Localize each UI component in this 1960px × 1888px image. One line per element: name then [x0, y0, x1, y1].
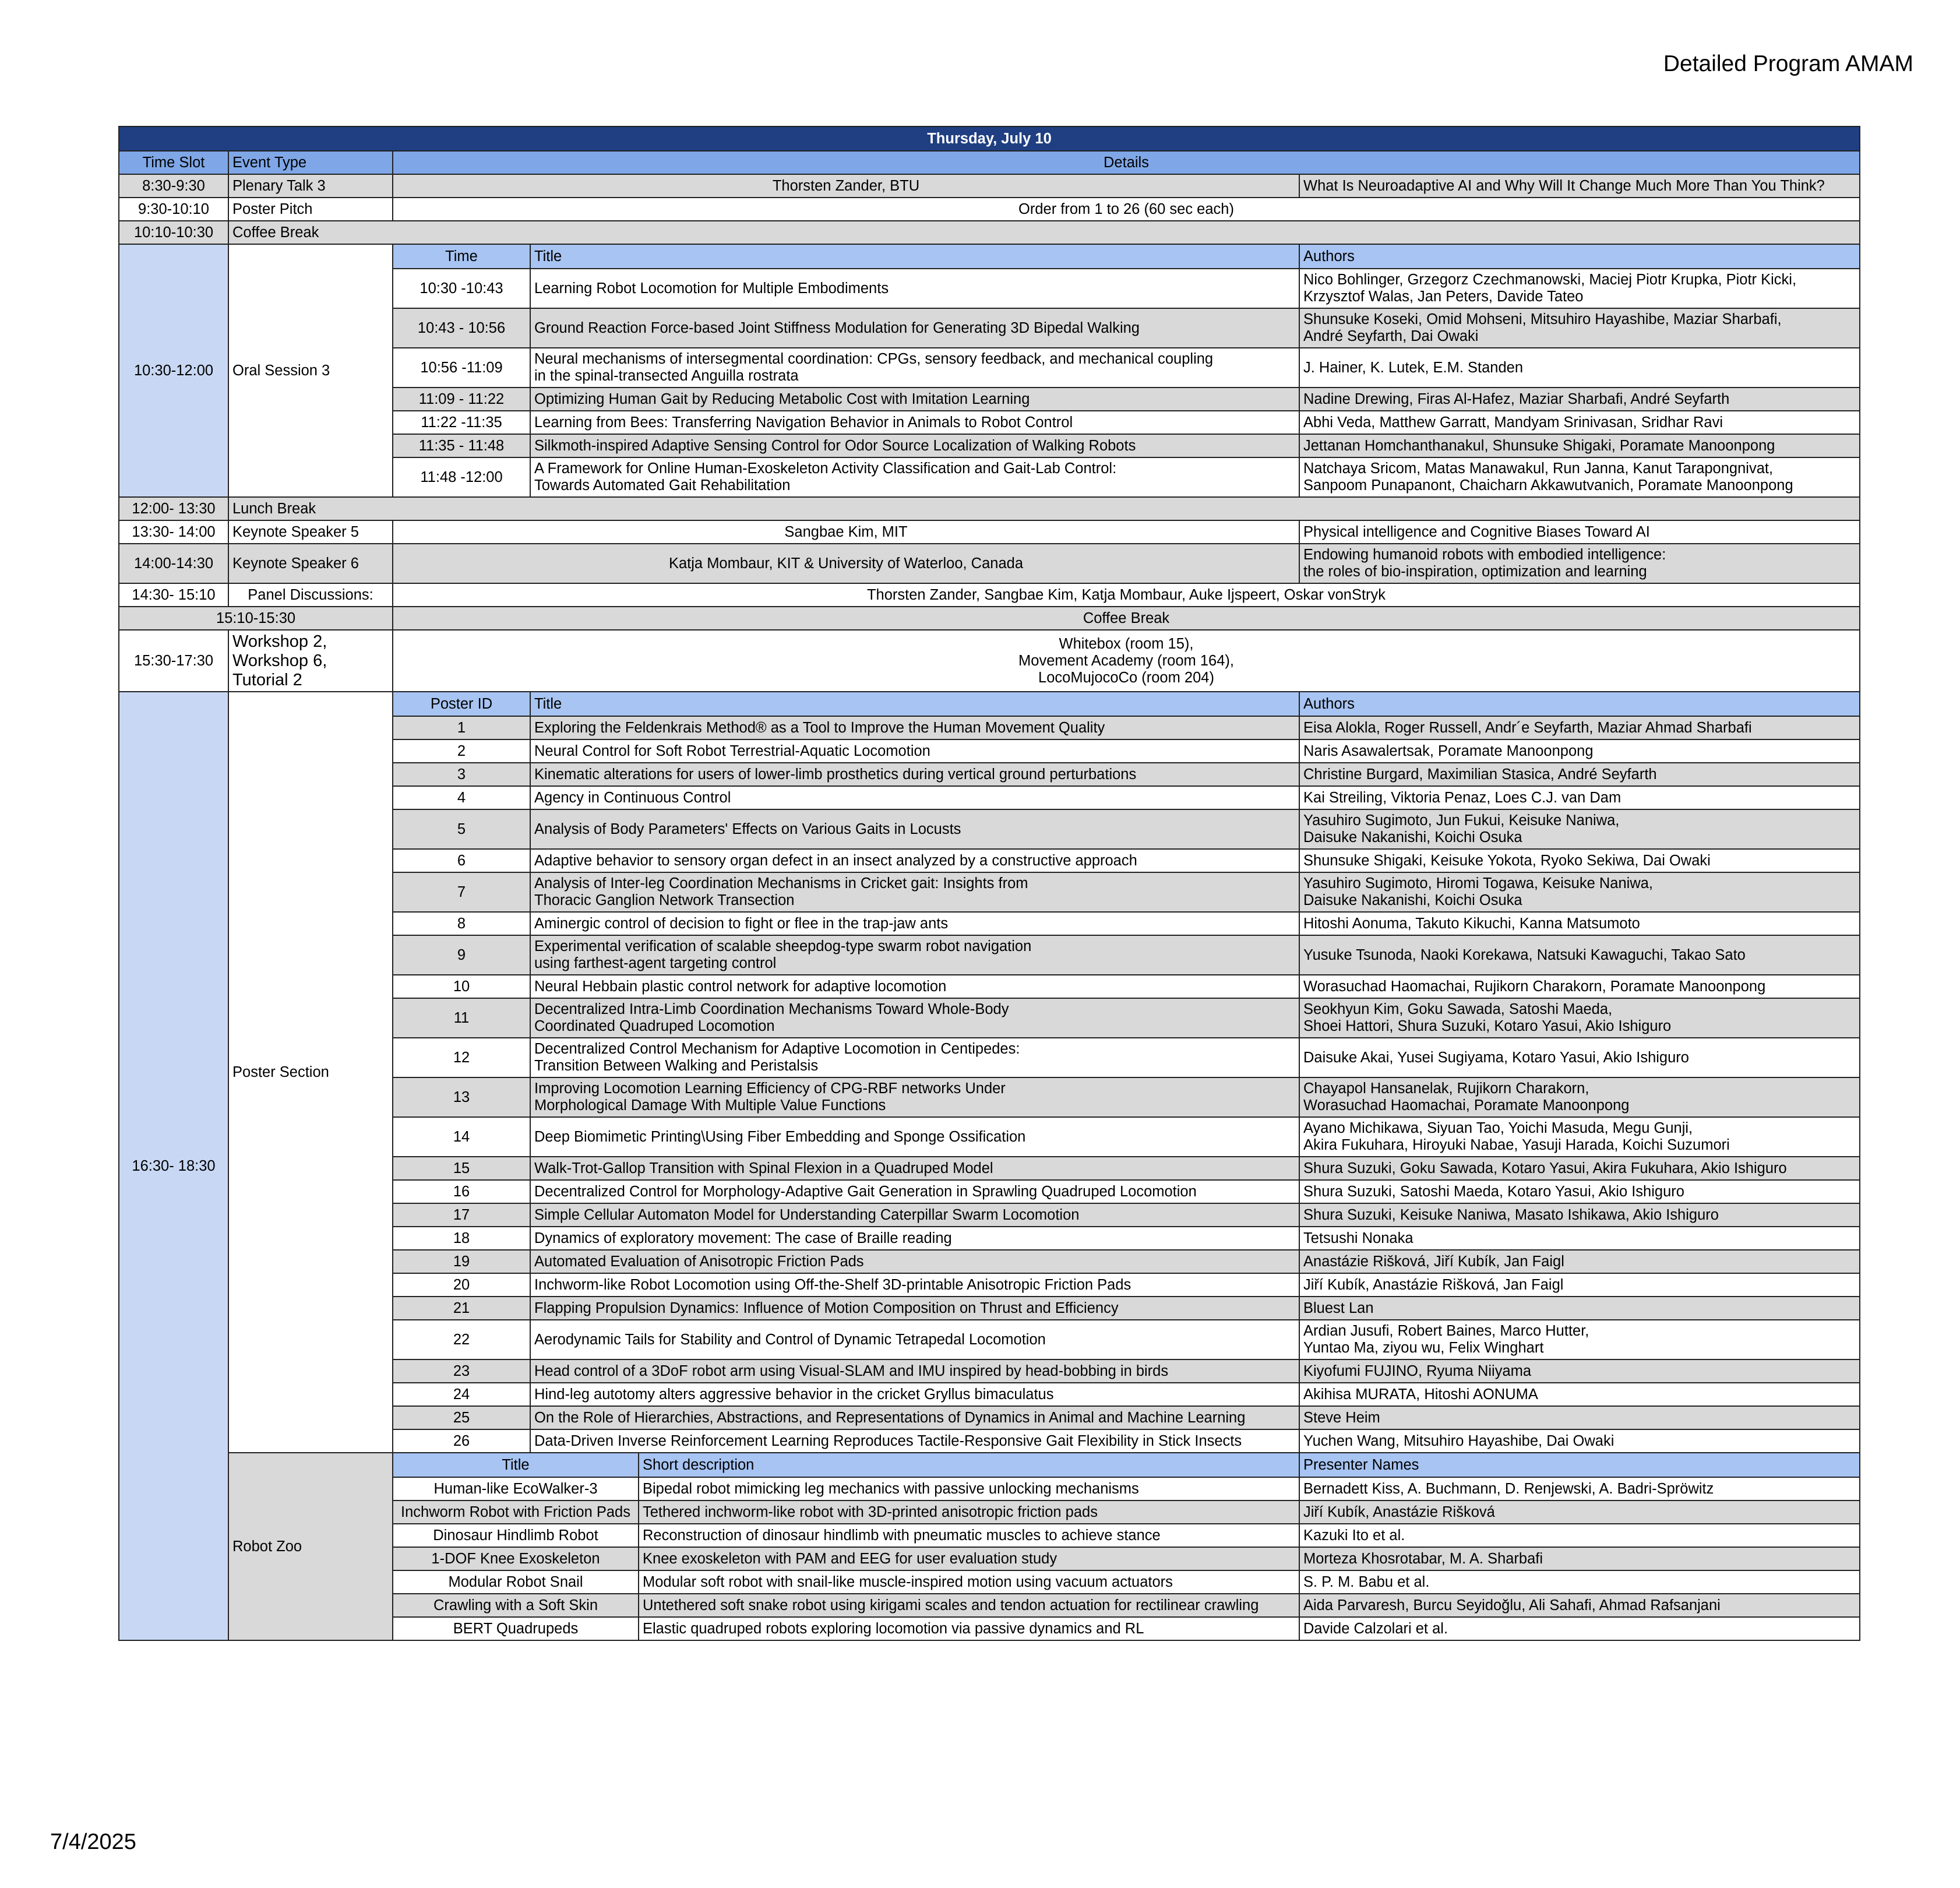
speaker: Katja Mombaur, KIT & University of Waterloo, Canada — [393, 544, 1299, 583]
poster-title-line: using farthest-agent targeting control — [534, 955, 777, 971]
talk-title — [530, 457, 1299, 497]
poster-id: 16 — [393, 1180, 530, 1203]
poster-title — [530, 998, 1299, 1038]
poster-authors — [1299, 1250, 1860, 1273]
poster-authors — [1299, 1117, 1860, 1157]
poster-authors-line: Tetsushi Nonaka — [1303, 1230, 1413, 1246]
document-title: Detailed Program AMAM — [1663, 51, 1913, 76]
talk-authors-line: Shunsuke Koseki, Omid Mohseni, Mitsuhiro Hayashibe, Maziar Sharbafi, — [1303, 311, 1782, 327]
talk-title-line: Silkmoth-inspired Adaptive Sensing Control for Odor Source Localization of Walking Robots — [534, 437, 1136, 454]
poster-authors-line: Yuchen Wang, Mitsuhiro Hayashibe, Dai Owaki — [1303, 1432, 1614, 1449]
poster-title-line: Kinematic alterations for users of lower-limb prosthetics during vertical ground perturbations — [534, 766, 1137, 783]
poster-authors — [1299, 1320, 1860, 1359]
event-type: Poster Pitch — [228, 198, 393, 221]
robot-presenters: Kazuki Ito et al. — [1299, 1524, 1860, 1547]
poster-id: 17 — [393, 1203, 530, 1227]
poster-section-type: Poster Section — [228, 692, 393, 1453]
col-header-details: Details — [393, 151, 1860, 174]
poster-authors-line: Daisuke Nakanishi, Koichi Osuka — [1303, 892, 1522, 908]
talk-title — [530, 434, 1299, 457]
poster-title — [530, 809, 1299, 849]
talk-authors-line: Nadine Drewing, Firas Al-Hafez, Maziar Sharbafi, André Seyfarth — [1303, 390, 1730, 407]
talk-topic — [1299, 520, 1860, 544]
poster-authors-line: Naris Asawalertsak, Poramate Manoonpong — [1303, 742, 1594, 759]
poster-authors — [1299, 1406, 1860, 1429]
poster-title-line: Flapping Propulsion Dynamics: Influence of Motion Composition on Thrust and Efficiency — [534, 1299, 1119, 1316]
lunch-break-row — [119, 497, 1860, 520]
talk-title — [530, 308, 1299, 348]
coffee-break-label: Coffee Break — [393, 607, 1860, 630]
event-type: Lunch Break — [228, 497, 1860, 520]
poster-title-line: Dynamics of exploratory movement: The case of Braille reading — [534, 1230, 952, 1246]
robot-title: Crawling with a Soft Skin — [393, 1594, 639, 1617]
poster-title — [530, 1250, 1299, 1273]
poster-id: 5 — [393, 809, 530, 849]
program-table — [118, 126, 1860, 1641]
poster-id: 15 — [393, 1157, 530, 1180]
poster-id: 6 — [393, 849, 530, 872]
col-header-short-description: Short description — [639, 1453, 1299, 1477]
talk-topic-line: the roles of bio-inspiration, optimization and learning — [1303, 563, 1647, 580]
talk-authors-line: Sanpoom Punapanont, Chaicharn Akkawutvanich, Poramate Manoonpong — [1303, 477, 1793, 494]
talk-authors-line: Abhi Veda, Matthew Garratt, Mandyam Srinivasan, Sridhar Ravi — [1303, 414, 1723, 431]
panel-members: Thorsten Zander, Sangbae Kim, Katja Mombaur, Auke Ijspeert, Oskar vonStryk — [393, 583, 1860, 607]
talk-time: 11:48 -12:00 — [393, 457, 530, 497]
poster-title-line: Simple Cellular Automaton Model for Understanding Caterpillar Swarm Locomotion — [534, 1206, 1080, 1223]
poster-title — [530, 1273, 1299, 1297]
time-slot: 10:30-12:00 — [119, 244, 228, 497]
poster-id: 7 — [393, 872, 530, 912]
event-type: Coffee Break — [228, 221, 1860, 244]
coffee-break-row — [119, 221, 1860, 244]
poster-id: 10 — [393, 975, 530, 998]
poster-authors-line: Ardian Jusufi, Robert Baines, Marco Hutter, — [1303, 1323, 1589, 1339]
talk-time: 10:56 -11:09 — [393, 348, 530, 388]
talk-authors-line: Jettanan Homchanthanakul, Shunsuke Shigaki, Poramate Manoonpong — [1303, 437, 1775, 454]
robot-description: Untethered soft snake robot using kirigami scales and tendon actuation for rectilinear crawling — [639, 1594, 1299, 1617]
poster-authors-line: Akihisa MURATA, Hitoshi AONUMA — [1303, 1386, 1538, 1403]
talk-authors — [1299, 308, 1860, 348]
talk-title-line: Optimizing Human Gait by Reducing Metabolic Cost with Imitation Learning — [534, 390, 1030, 407]
event-type-line: Tutorial 2 — [232, 670, 302, 689]
col-header-event-type: Event Type — [228, 151, 393, 174]
poster-authors — [1299, 912, 1860, 935]
talk-time: 11:35 - 11:48 — [393, 434, 530, 457]
robot-description: Elastic quadruped robots exploring locomotion via passive dynamics and RL — [639, 1617, 1299, 1640]
talk-authors-line: Natchaya Sricom, Matas Manawakul, Run Janna, Kanut Tarapongnivat, — [1303, 460, 1774, 477]
col-header-title: Title — [530, 692, 1299, 716]
poster-authors — [1299, 998, 1860, 1038]
keynote-row — [119, 544, 1860, 583]
robot-presenters: Jiří Kubík, Anastázie Rišková — [1299, 1500, 1860, 1524]
oral-session-type: Oral Session 3 — [228, 244, 393, 497]
time-slot: 15:30-17:30 — [119, 630, 228, 692]
col-header-time: Time — [393, 244, 530, 269]
poster-title — [530, 1383, 1299, 1406]
poster-authors — [1299, 1227, 1860, 1250]
poster-authors-line: Shoei Hattori, Shura Suzuki, Kotaro Yasui, Akio Ishiguro — [1303, 1018, 1672, 1034]
poster-authors — [1299, 872, 1860, 912]
poster-title-line: Inchworm-like Robot Locomotion using Off-the-Shelf 3D-printable Anisotropic Friction Pads — [534, 1276, 1131, 1293]
poster-title — [530, 872, 1299, 912]
poster-authors — [1299, 1077, 1860, 1117]
coffee-break-row — [119, 607, 1860, 630]
robot-description: Tethered inchworm-like robot with 3D-printed anisotropic friction pads — [639, 1500, 1299, 1524]
poster-title — [530, 1227, 1299, 1250]
poster-title-line: Coordinated Quadruped Locomotion — [534, 1018, 775, 1034]
poster-authors-line: Yusuke Tsunoda, Naoki Korekawa, Natsuki Kawaguchi, Takao Sato — [1303, 946, 1746, 963]
poster-title-line: Adaptive behavior to sensory organ defect in an insect analyzed by a constructive approach — [534, 852, 1137, 869]
poster-id: 2 — [393, 739, 530, 763]
poster-title — [530, 1429, 1299, 1453]
time-slot: 15:10-15:30 — [119, 607, 393, 630]
talk-authors-line: André Seyfarth, Dai Owaki — [1303, 328, 1479, 344]
poster-authors — [1299, 1180, 1860, 1203]
poster-title — [530, 1180, 1299, 1203]
talk-authors — [1299, 457, 1860, 497]
talk-title-line: Learning from Bees: Transferring Navigation Behavior in Animals to Robot Control — [534, 414, 1073, 431]
robot-title: Dinosaur Hindlimb Robot — [393, 1524, 639, 1547]
workshop-rooms — [393, 630, 1860, 692]
poster-authors — [1299, 1429, 1860, 1453]
poster-title-line: Agency in Continuous Control — [534, 789, 731, 806]
poster-title-line: Aerodynamic Tails for Stability and Control of Dynamic Tetrapedal Locomotion — [534, 1331, 1046, 1348]
robot-description: Modular soft robot with snail-like muscle-inspired motion using vacuum actuators — [639, 1570, 1299, 1594]
poster-title-line: Analysis of Inter-leg Coordination Mechanisms in Cricket gait: Insights from — [534, 875, 1028, 892]
poster-id: 26 — [393, 1429, 530, 1453]
poster-authors-line: Bluest Lan — [1303, 1299, 1374, 1316]
talk-authors-line: J. Hainer, K. Lutek, E.M. Standen — [1303, 359, 1524, 376]
talk-authors-line: Nico Bohlinger, Grzegorz Czechmanowski, Maciej Piotr Krupka, Piotr Kicki, — [1303, 272, 1797, 288]
col-header-authors: Authors — [1299, 692, 1860, 716]
poster-title-line: Data-Driven Inverse Reinforcement Learning Reproduces Tactile-Responsive Gait Flexibility in Stick Insects — [534, 1432, 1242, 1449]
poster-title — [530, 1203, 1299, 1227]
poster-authors — [1299, 1157, 1860, 1180]
talk-authors — [1299, 269, 1860, 308]
poster-authors — [1299, 975, 1860, 998]
poster-title-line: Thoracic Ganglion Network Transection — [534, 892, 795, 908]
poster-authors — [1299, 1383, 1860, 1406]
poster-authors-line: Jiří Kubík, Anastázie Rišková, Jan Faigl — [1303, 1276, 1564, 1293]
poster-authors-line: Shura Suzuki, Keisuke Naniwa, Masato Ishikawa, Akio Ishiguro — [1303, 1206, 1719, 1223]
robot-zoo-type: Robot Zoo — [228, 1453, 393, 1640]
robot-presenters: Bernadett Kiss, A. Buchmann, D. Renjewski, A. Badri-Spröwitz — [1299, 1477, 1860, 1500]
poster-id: 24 — [393, 1383, 530, 1406]
talk-authors — [1299, 434, 1860, 457]
poster-authors-line: Yuntao Ma, ziyou wu, Felix Winghart — [1303, 1340, 1544, 1356]
poster-title-line: Deep Biomimetic Printing\Using Fiber Embedding and Sponge Ossification — [534, 1128, 1026, 1145]
talk-title-line: A Framework for Online Human-Exoskeleton Activity Classification and Gait-Lab Control: — [534, 460, 1117, 477]
talk-time: 11:22 -11:35 — [393, 411, 530, 434]
col-header-time-slot: Time Slot — [119, 151, 228, 174]
poster-id: 12 — [393, 1038, 530, 1077]
poster-authors — [1299, 809, 1860, 849]
poster-authors — [1299, 935, 1860, 975]
poster-title — [530, 1320, 1299, 1359]
footer-date: 7/4/2025 — [50, 1830, 136, 1854]
oral-header-row — [119, 244, 1860, 269]
robot-title: 1-DOF Knee Exoskeleton — [393, 1547, 639, 1570]
poster-title — [530, 716, 1299, 739]
talk-topic-line: Physical intelligence and Cognitive Biases Toward AI — [1303, 523, 1650, 540]
robot-description: Knee exoskeleton with PAM and EEG for user evaluation study — [639, 1547, 1299, 1570]
poster-authors-line: Anastázie Rišková, Jiří Kubík, Jan Faigl — [1303, 1253, 1564, 1270]
poster-title-line: Decentralized Control Mechanism for Adaptive Locomotion in Centipedes: — [534, 1041, 1020, 1057]
talk-topic — [1299, 544, 1860, 583]
col-header-authors: Authors — [1299, 244, 1860, 269]
poster-authors-line: Steve Heim — [1303, 1409, 1380, 1426]
poster-title — [530, 739, 1299, 763]
col-header-title: Title — [530, 244, 1299, 269]
poster-title-line: Hind-leg autotomy alters aggressive behavior in the cricket Gryllus bimaculatus — [534, 1386, 1054, 1403]
poster-title-line: Morphological Damage With Multiple Value Functions — [534, 1097, 886, 1114]
workshop-row — [119, 630, 1860, 692]
robot-zoo-header-row — [119, 1453, 1860, 1477]
poster-id: 9 — [393, 935, 530, 975]
poster-authors — [1299, 763, 1860, 786]
event-type: Keynote Speaker 6 — [228, 544, 393, 583]
talk-title — [530, 388, 1299, 411]
panel-row — [119, 583, 1860, 607]
poster-id: 23 — [393, 1359, 530, 1383]
poster-title-line: Decentralized Intra-Limb Coordination Mechanisms Toward Whole-Body — [534, 1001, 1009, 1017]
talk-title — [530, 348, 1299, 388]
poster-authors-line: Hitoshi Aonuma, Takuto Kikuchi, Kanna Matsumoto — [1303, 915, 1640, 932]
poster-authors — [1299, 716, 1860, 739]
poster-authors — [1299, 739, 1860, 763]
poster-title — [530, 975, 1299, 998]
poster-authors-line: Yasuhiro Sugimoto, Jun Fukui, Keisuke Naniwa, — [1303, 812, 1620, 829]
poster-title — [530, 935, 1299, 975]
poster-authors — [1299, 1297, 1860, 1320]
poster-authors — [1299, 1359, 1860, 1383]
poster-title — [530, 1406, 1299, 1429]
poster-authors-line: Seokhyun Kim, Goku Sawada, Satoshi Maeda, — [1303, 1001, 1613, 1017]
event-type-line: Workshop 6, — [232, 651, 327, 670]
poster-id: 21 — [393, 1297, 530, 1320]
poster-id: 25 — [393, 1406, 530, 1429]
event-type — [228, 630, 393, 692]
time-slot: 9:30-10:10 — [119, 198, 228, 221]
poster-id: 1 — [393, 716, 530, 739]
poster-title — [530, 912, 1299, 935]
speaker: Sangbae Kim, MIT — [393, 520, 1299, 544]
workshop-rooms-line: Whitebox (room 15), — [1059, 635, 1194, 652]
poster-title-line: Head control of a 3DoF robot arm using Visual-SLAM and IMU inspired by head-bobbing in birds — [534, 1362, 1169, 1379]
time-slot: 14:30- 15:10 — [119, 583, 228, 607]
talk-authors — [1299, 348, 1860, 388]
talk-time: 10:30 -10:43 — [393, 269, 530, 308]
poster-id: 13 — [393, 1077, 530, 1117]
poster-title-line: Neural Control for Soft Robot Terrestrial-Aquatic Locomotion — [534, 742, 930, 759]
talk-authors — [1299, 411, 1860, 434]
robot-description: Reconstruction of dinosaur hindlimb with pneumatic muscles to achieve stance — [639, 1524, 1299, 1547]
time-slot: 14:00-14:30 — [119, 544, 228, 583]
poster-id: 19 — [393, 1250, 530, 1273]
poster-authors-line: Yasuhiro Sugimoto, Hiromi Togawa, Keisuke Naniwa, — [1303, 875, 1654, 892]
col-header-presenter-names: Presenter Names — [1299, 1453, 1860, 1477]
poster-authors — [1299, 1038, 1860, 1077]
poster-title — [530, 1117, 1299, 1157]
poster-authors-line: Shunsuke Shigaki, Keisuke Yokota, Ryoko Sekiwa, Dai Owaki — [1303, 852, 1711, 869]
robot-presenters: Morteza Khosrotabar, M. A. Sharbafi — [1299, 1547, 1860, 1570]
talk-topic-line: Endowing humanoid robots with embodied intelligence: — [1303, 547, 1666, 563]
poster-authors-line: Worasuchad Haomachai, Poramate Manoonpong — [1303, 1097, 1630, 1114]
poster-authors-line: Chayapol Hansanelak, Rujikorn Charakorn, — [1303, 1080, 1589, 1097]
speaker: Thorsten Zander, BTU — [393, 174, 1299, 198]
time-slot: 12:00- 13:30 — [119, 497, 228, 520]
poster-title-line: Decentralized Control for Morphology-Adaptive Gait Generation in Sprawling Quadruped Locomotion — [534, 1183, 1197, 1200]
talk-time: 11:09 - 11:22 — [393, 388, 530, 411]
pitch-detail: Order from 1 to 26 (60 sec each) — [393, 198, 1860, 221]
poster-authors-line: Shura Suzuki, Goku Sawada, Kotaro Yasui, Akira Fukuhara, Akio Ishiguro — [1303, 1160, 1787, 1177]
talk-authors — [1299, 388, 1860, 411]
poster-title-line: Aminergic control of decision to fight or flee in the trap-jaw ants — [534, 915, 949, 932]
poster-authors-line: Worasuchad Haomachai, Rujikorn Charakorn, Poramate Manoonpong — [1303, 978, 1766, 995]
poster-title-line: Improving Locomotion Learning Efficiency of CPG-RBF networks Under — [534, 1080, 1006, 1097]
time-slot: 8:30-9:30 — [119, 174, 228, 198]
poster-authors-line: Daisuke Akai, Yusei Sugiyama, Kotaro Yasui, Akio Ishiguro — [1303, 1049, 1689, 1066]
poster-title-line: Neural Hebbain plastic control network for adaptive locomotion — [534, 978, 947, 995]
time-slot: 16:30- 18:30 — [119, 692, 228, 1640]
talk-title-line: in the spinal-transected Anguilla rostrata — [534, 368, 799, 384]
poster-title-line: Transition Between Walking and Peristalsis — [534, 1058, 819, 1074]
robot-title: Inchworm Robot with Friction Pads — [393, 1500, 639, 1524]
poster-title — [530, 849, 1299, 872]
poster-title-line: Automated Evaluation of Anisotropic Friction Pads — [534, 1253, 864, 1270]
talk-authors-line: Krzysztof Walas, Jan Peters, Davide Tateo — [1303, 288, 1584, 305]
event-type-line: Workshop 2, — [232, 632, 327, 651]
event-type: Panel Discussions: — [228, 583, 393, 607]
day-title: Thursday, July 10 — [119, 126, 1860, 151]
poster-title — [530, 786, 1299, 809]
talk-topic: What Is Neuroadaptive AI and Why Will It Change Much More Than You Think? — [1299, 174, 1860, 198]
poster-authors-line: Shura Suzuki, Satoshi Maeda, Kotaro Yasui, Akio Ishiguro — [1303, 1183, 1684, 1200]
robot-presenters: Davide Calzolari et al. — [1299, 1617, 1860, 1640]
poster-authors — [1299, 786, 1860, 809]
plenary-row — [119, 174, 1860, 198]
poster-id: 20 — [393, 1273, 530, 1297]
poster-pitch-row — [119, 198, 1860, 221]
poster-authors-line: Eisa Alokla, Roger Russell, Andr´e Seyfarth, Maziar Ahmad Sharbafi — [1303, 719, 1752, 736]
robot-presenters: S. P. M. Babu et al. — [1299, 1570, 1860, 1594]
workshop-rooms-line: LocoMujocoCo (room 204) — [1038, 669, 1214, 686]
poster-authors-line: Kiyofumi FUJINO, Ryuma Niiyama — [1303, 1362, 1532, 1379]
poster-title — [530, 1297, 1299, 1320]
event-type: Plenary Talk 3 — [228, 174, 393, 198]
robot-description: Bipedal robot mimicking leg mechanics with passive unlocking mechanisms — [639, 1477, 1299, 1500]
col-header-robot-title: Title — [393, 1453, 639, 1477]
poster-title-line: Experimental verification of scalable sheepdog-type swarm robot navigation — [534, 938, 1032, 954]
poster-title — [530, 1077, 1299, 1117]
poster-authors — [1299, 849, 1860, 872]
talk-title-line: Neural mechanisms of intersegmental coordination: CPGs, sensory feedback, and mechanical coupling — [534, 351, 1214, 367]
talk-title-line: Towards Automated Gait Rehabilitation — [534, 477, 791, 494]
talk-title — [530, 269, 1299, 308]
poster-id: 11 — [393, 998, 530, 1038]
time-slot: 13:30- 14:00 — [119, 520, 228, 544]
poster-id: 3 — [393, 763, 530, 786]
poster-authors — [1299, 1203, 1860, 1227]
poster-authors-line: Ayano Michikawa, Siyuan Tao, Yoichi Masuda, Megu Gunji, — [1303, 1120, 1693, 1136]
poster-id: 14 — [393, 1117, 530, 1157]
poster-header-row — [119, 692, 1860, 716]
poster-title — [530, 763, 1299, 786]
talk-time: 10:43 - 10:56 — [393, 308, 530, 348]
poster-authors-line: Kai Streiling, Viktoria Penaz, Loes C.J. van Dam — [1303, 789, 1621, 806]
event-type: Keynote Speaker 5 — [228, 520, 393, 544]
poster-title — [530, 1359, 1299, 1383]
poster-title — [530, 1038, 1299, 1077]
poster-authors-line: Daisuke Nakanishi, Koichi Osuka — [1303, 829, 1522, 846]
poster-id: 18 — [393, 1227, 530, 1250]
time-slot: 10:10-10:30 — [119, 221, 228, 244]
robot-title: Modular Robot Snail — [393, 1570, 639, 1594]
poster-title-line: Walk-Trot-Gallop Transition with Spinal Flexion in a Quadruped Model — [534, 1160, 993, 1177]
poster-authors — [1299, 1273, 1860, 1297]
talk-title-line: Learning Robot Locomotion for Multiple Embodiments — [534, 280, 889, 297]
robot-title: BERT Quadrupeds — [393, 1617, 639, 1640]
robot-title: Human-like EcoWalker-3 — [393, 1477, 639, 1500]
poster-authors-line: Akira Fukuhara, Hiroyuki Nabae, Yasuji Harada, Koichi Suzumori — [1303, 1137, 1730, 1153]
poster-title — [530, 1157, 1299, 1180]
poster-title-line: On the Role of Hierarchies, Abstractions, and Representations of Dynamics in Animal and Machine Learning — [534, 1409, 1246, 1426]
poster-id: 4 — [393, 786, 530, 809]
workshop-rooms-line: Movement Academy (room 164), — [1018, 652, 1234, 669]
col-header-poster-id: Poster ID — [393, 692, 530, 716]
poster-title-line: Exploring the Feldenkrais Method® as a Tool to Improve the Human Movement Quality — [534, 719, 1105, 736]
poster-id: 8 — [393, 912, 530, 935]
keynote-row — [119, 520, 1860, 544]
talk-title — [530, 411, 1299, 434]
robot-presenters: Aida Parvaresh, Burcu Seyidoğlu, Ali Sahafi, Ahmad Rafsanjani — [1299, 1594, 1860, 1617]
poster-title-line: Analysis of Body Parameters' Effects on Various Gaits in Locusts — [534, 820, 961, 837]
poster-authors-line: Christine Burgard, Maximilian Stasica, André Seyfarth — [1303, 766, 1657, 783]
talk-title-line: Ground Reaction Force-based Joint Stiffness Modulation for Generating 3D Bipedal Walking — [534, 319, 1140, 336]
poster-id: 22 — [393, 1320, 530, 1359]
